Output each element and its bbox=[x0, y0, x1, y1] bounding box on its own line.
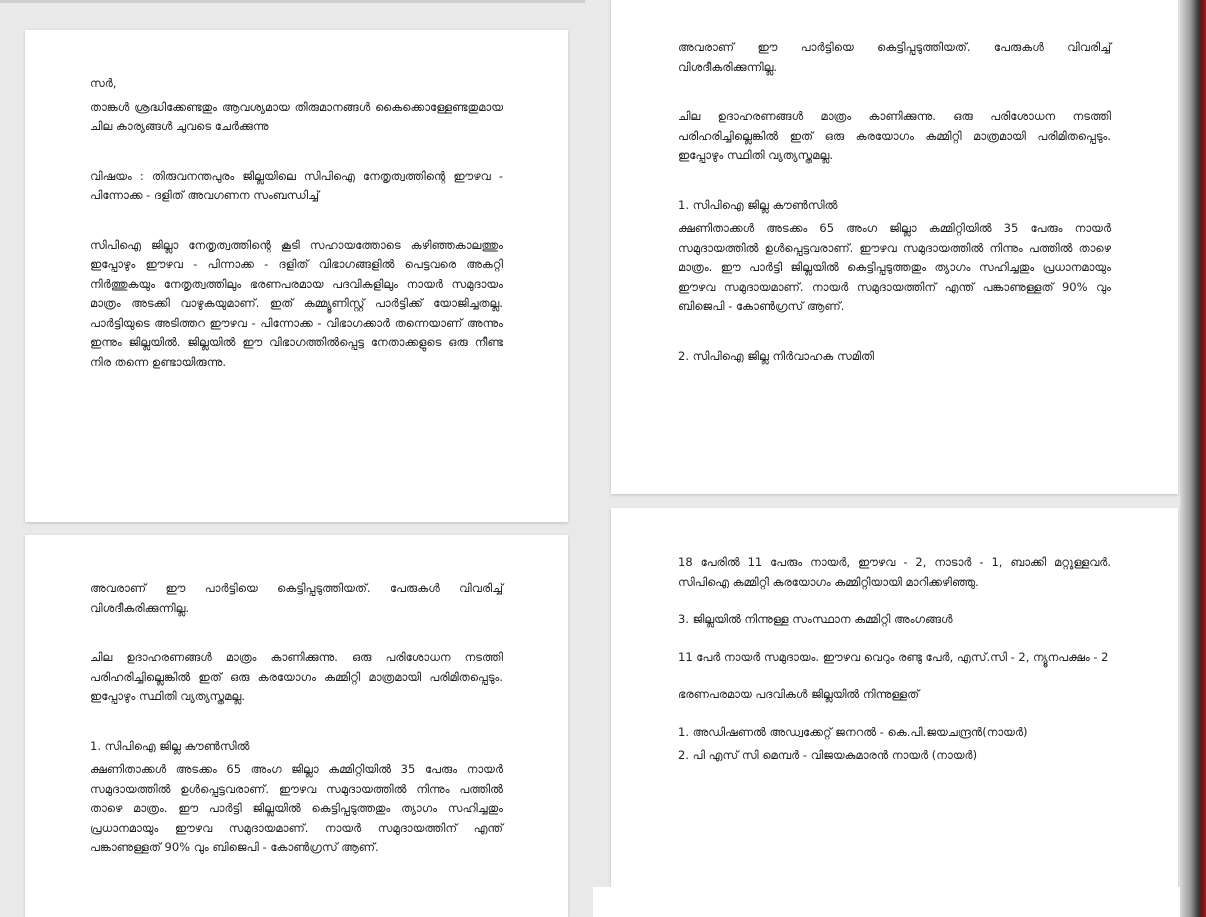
salutation: സർ, bbox=[90, 76, 117, 90]
paragraph-council-details: ക്ഷണിതാക്കൾ അടക്കം 65 അംഗ ജില്ലാ കമ്മിറ്റിയിൽ 35 പേരും നായർ സമുദായത്തിൽ ഉൾപ്പെട്ടവരാണ്. ഈഴവ സമുദായത്തിൽ നിന്നും പത്തിൽ താഴെ മാത്രം. ഈ പാർട്ടി ജില്ലയിൽ കെട്ടിപ്പടുത്തതും ത്യാഗം സഹിച്ചതും പ്രധാനമായും ഈഴവ സമുദായമാണ്. നായർ സമുദായത്തിന് എന്ത് പങ്കാണുള്ളത് 90% വും ബിജെപി - കോൺഗ്രസ് ആണ്. bbox=[678, 221, 1111, 313]
paragraph-executive-stats: 18 പേരിൽ 11 പേരും നായർ, ഈഴവ - 2, നാടാർ - 1, ബാക്കി മറ്റുള്ളവർ. സിപിഐ കമ്മിറ്റി കരയോഗം കമ്മിറ്റിയായി മാറിക്കഴിഞ്ഞു. bbox=[678, 555, 1111, 589]
paragraph-council-details: ക്ഷണിതാക്കൾ അടക്കം 65 അംഗ ജില്ലാ കമ്മിറ്റിയിൽ 35 പേരും നായർ സമുദായത്തിൽ ഉൾപ്പെട്ടവരാണ്. ഈഴവ സമുദായത്തിൽ നിന്നും പത്തിൽ താഴെ മാത്രം. ഈ പാർട്ടി ജില്ലയിൽ കെട്ടിപ്പടുത്തതും ത്യാഗം സഹിച്ചതും പ്രധാനമായും ഈഴവ സമുദായമാണ്. നായർ സമുദായത്തിന് എന്ത് പങ്കാണുള്ളത് 90% വും ബിജെപി - കോൺഗ്രസ് ആണ്. bbox=[90, 762, 503, 854]
window-edge bbox=[1180, 0, 1206, 917]
paragraph-founders: അവരാണ് ഈ പാർട്ടിയെ കെട്ടിപ്പടുത്തിയത്. പേരുകൾ വിവരിച്ച് വിശദീകരിക്കുന്നില്ല. bbox=[678, 40, 1111, 74]
paragraph-examples: ചില ഉദാഹരണങ്ങൾ മാത്രം കാണിക്കുന്നു. ഒരു പരിശോധന നടത്തി പരിഹരിച്ചില്ലെങ്കിൽ ഇത് ഒരു കരയോഗം കമ്മിറ്റി മാത്രമായി പരിമിതപ്പെടും. ഇപ്പോഴും സ്ഥിതി വ്യത്യസ്തമല്ല. bbox=[90, 650, 503, 703]
overlay-panel bbox=[593, 887, 1206, 917]
heading-district-council: 1. സിപിഐ ജില്ല കൗൺസിൽ bbox=[678, 197, 838, 212]
paragraph-founders: അവരാണ് ഈ പാർട്ടിയെ കെട്ടിപ്പടുത്തിയത്. പേരുകൾ വിവരിച്ച് വിശദീകരിക്കുന്നില്ല. bbox=[90, 581, 503, 615]
heading-executive-committee: 2. സിപിഐ ജില്ല നിർവാഹക സമിതി bbox=[678, 348, 874, 363]
heading-state-committee: 3. ജില്ലയിൽ നിന്നുള്ള സംസ്ഥാന കമ്മിറ്റി അംഗങ്ങൾ bbox=[678, 612, 953, 626]
list-item-additional-ag: 1. അഡിഷണൽ അഡ്വക്കേറ്റ് ജനറൽ - കെ.പി.ജയചന്ദ്രൻ(നായർ) bbox=[678, 724, 1028, 739]
top-scroll-edge bbox=[0, 0, 585, 3]
document-page-2 bbox=[611, 0, 1178, 494]
list-item-psc-member: 2. പി എസ് സി മെമ്പർ - വിജയകുമാരൻ നായർ (നായർ) bbox=[678, 748, 978, 762]
body-paragraph: സിപിഐ ജില്ലാ നേതൃത്വത്തിന്റെ കൂടി സഹായത്തോടെ കഴിഞ്ഞകാലത്തും ഇപ്പോഴും ഈഴവ - പിന്നാക്ക - ദളിത് വിഭാഗങ്ങളിൽ പെട്ടവരെ അകറ്റി നിർത്തുകയും നേതൃത്വത്തിലും ഭരണപരമായ പദവികളിലും നായർ സമുദായം മാത്രം അടക്കി വാഴുകയുമാണ്. ഇത് കമ്മ്യൂണിസ്റ്റ് പാർട്ടിക്ക് യോജിച്ചതല്ല. പാർട്ടിയുടെ അടിത്തറ ഈഴവ - പിന്നോക്ക - വിഭാഗക്കാർ തന്നെയാണ് അന്നും ഇന്നും ജില്ലയിൽ. ജില്ലയിൽ ഈ വിഭാഗത്തിൽപ്പെട്ട നേതാക്കളുടെ ഒരു നീണ്ട നിര തന്നെ ഉണ്ടായിരുന്നു. bbox=[90, 237, 503, 369]
heading-district-council: 1. സിപിഐ ജില്ല കൗൺസിൽ bbox=[90, 738, 250, 753]
document-page-3 bbox=[25, 535, 568, 917]
paragraph-examples: ചില ഉദാഹരണങ്ങൾ മാത്രം കാണിക്കുന്നു. ഒരു പരിശോധന നടത്തി പരിഹരിച്ചില്ലെങ്കിൽ ഇത് ഒരു കരയോഗം കമ്മിറ്റി മാത്രമായി പരിമിതപ്പെടും. ഇപ്പോഴും സ്ഥിതി വ്യത്യസ്തമല്ല. bbox=[678, 109, 1111, 162]
document-page-4 bbox=[611, 508, 1178, 917]
paragraph-state-stats: 11 പേർ നായർ സമുദായം. ഈഴവ വെറും രണ്ടു പേർ, എസ്.സി - 2, ന്യൂനപക്ഷം - 2 bbox=[678, 649, 1109, 664]
subject-line: വിഷയം : തിരുവനന്തപുരം ജില്ലയിലെ സിപിഐ നേതൃത്വത്തിന്റെ ഈഴവ - പിന്നോക്ക - ദളിത് അവഗണന സംബന്ധിച്ച് bbox=[90, 168, 503, 202]
heading-administrative-posts: ഭരണപരമായ പദവികൾ ജില്ലയിൽ നിന്നുള്ളത് bbox=[678, 687, 920, 701]
intro-paragraph: താങ്കൾ ശ്രദ്ധിക്കേണ്ടതും ആവശ്യമായ തിരുമാനങ്ങൾ കൈക്കൊള്ളേണ്ടതുമായ ചില കാര്യങ്ങൾ ചുവടെ ചേർക്കുന്നു bbox=[90, 99, 503, 133]
document-page-1 bbox=[25, 30, 568, 522]
